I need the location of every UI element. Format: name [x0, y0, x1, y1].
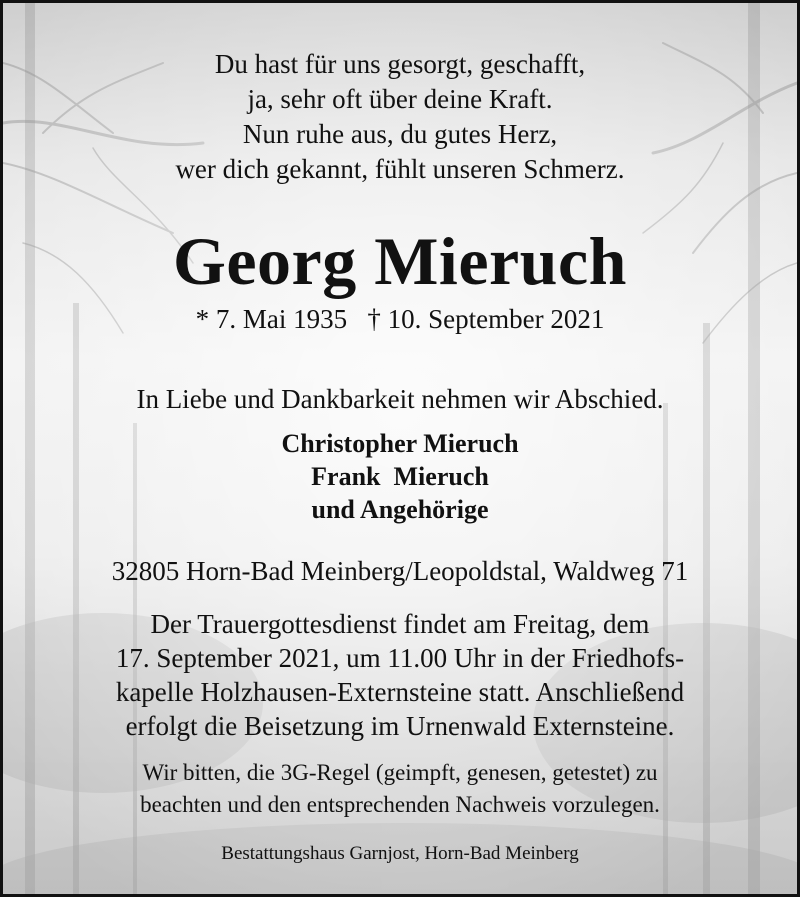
- note-line: beachten und den entsprechenden Nachweis vorzulegen.: [140, 792, 660, 817]
- mourners-list: [3, 427, 797, 526]
- service-line: 17. September 2021, um 11.00 Uhr in der Friedhofs-: [115, 643, 685, 673]
- life-dates: * 7. Mai 1935 † 10. September 2021: [195, 304, 605, 334]
- funeral-home: Bestattungshaus Garnjost, Horn-Bad Meinberg: [221, 843, 579, 864]
- service-details: [3, 607, 797, 743]
- deceased-name: Georg Mieruch: [172, 223, 627, 299]
- mourner-name: Christopher Mieruch: [281, 429, 519, 458]
- poem-line: wer dich gekannt, fühlt unseren Schmerz.: [175, 154, 625, 184]
- note-line: Wir bitten, die 3G-Regel (geimpft, genesen, getestet) zu: [142, 760, 658, 785]
- mourner-name: und Angehörige: [311, 495, 489, 524]
- covid-rule-note: [3, 757, 797, 821]
- poem-line: Nun ruhe aus, du gutes Herz,: [242, 119, 558, 149]
- poem-line: ja, sehr oft über deine Kraft.: [247, 84, 553, 114]
- service-line: erfolgt die Beisetzung im Urnenwald Externsteine.: [125, 711, 675, 741]
- farewell-text: In Liebe und Dankbarkeit nehmen wir Abschied.: [136, 384, 664, 414]
- poem-line: Du hast für uns gesorgt, geschafft,: [214, 49, 586, 79]
- memorial-poem: [3, 47, 797, 187]
- service-line: Der Trauergottesdienst findet am Freitag, dem: [150, 609, 650, 639]
- mourner-name: Frank Mieruch: [311, 462, 489, 491]
- service-line: kapelle Holzhausen-Externsteine statt. Anschließend: [115, 677, 685, 707]
- family-address: 32805 Horn-Bad Meinberg/Leopoldstal, Waldweg 71: [111, 556, 689, 586]
